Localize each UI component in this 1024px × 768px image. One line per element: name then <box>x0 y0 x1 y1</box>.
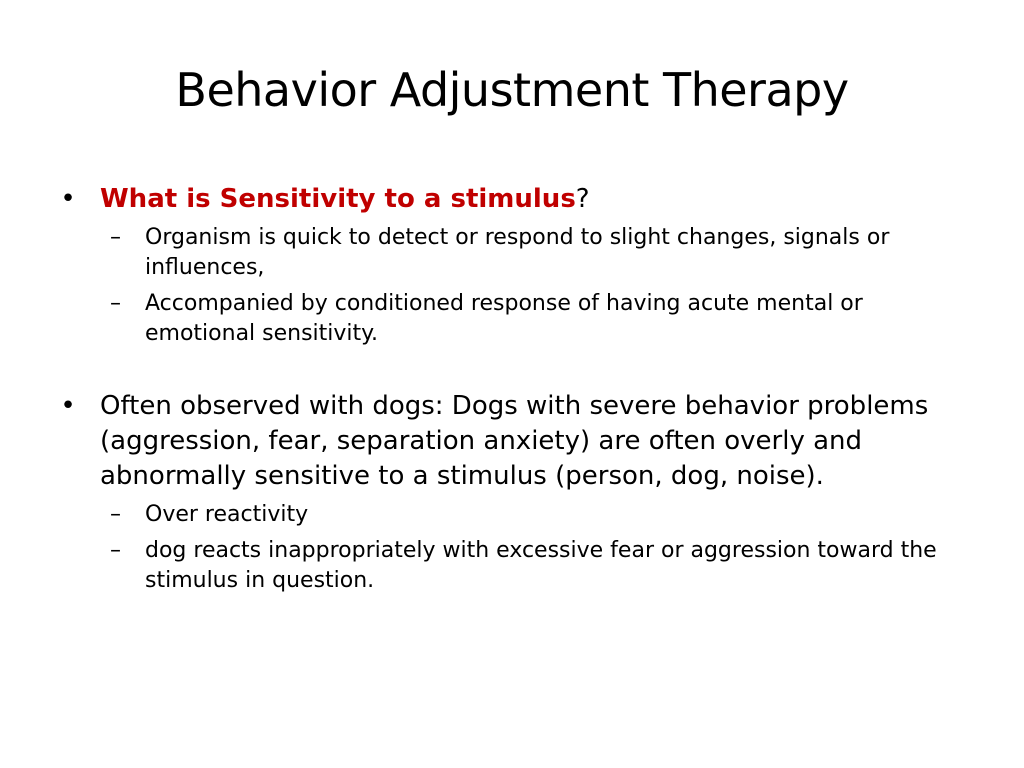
sub-bullet-item <box>58 223 968 283</box>
sub-bullet-text: Over reactivity <box>145 502 309 527</box>
sub-bullet-item <box>58 500 968 530</box>
sub-bullet-text: Accompanied by conditioned response of having acute mental or emotional sensitivity. <box>145 291 863 346</box>
bullet-item <box>58 182 968 217</box>
bullet-icon: • <box>60 184 76 214</box>
spacer <box>58 349 968 389</box>
bullet-highlight-text: What is Sensitivity to a stimulus <box>100 184 576 214</box>
slide-title: Behavior Adjustment Therapy <box>175 63 849 117</box>
slide-body <box>58 182 968 596</box>
bullet-item <box>58 389 968 494</box>
dash-icon: – <box>110 502 121 527</box>
sub-bullet-text: dog reacts inappropriately with excessive fear or aggression toward the stimulus in question. <box>145 538 937 593</box>
bullet-text: ? <box>575 184 590 214</box>
sub-bullet-item <box>58 289 968 349</box>
sub-bullet-item <box>58 536 968 596</box>
sub-bullet-text: Organism is quick to detect or respond to slight changes, signals or influences, <box>145 225 890 280</box>
dash-icon: – <box>110 538 121 563</box>
dash-icon: – <box>110 291 121 316</box>
bullet-icon: • <box>60 391 76 421</box>
dash-icon: – <box>110 225 121 250</box>
bullet-text: Often observed with dogs: Dogs with severe behavior problems (aggression, fear, separation anxiety) are often overly and abnormally sensitive to a stimulus (person, dog, noise). <box>100 391 929 491</box>
